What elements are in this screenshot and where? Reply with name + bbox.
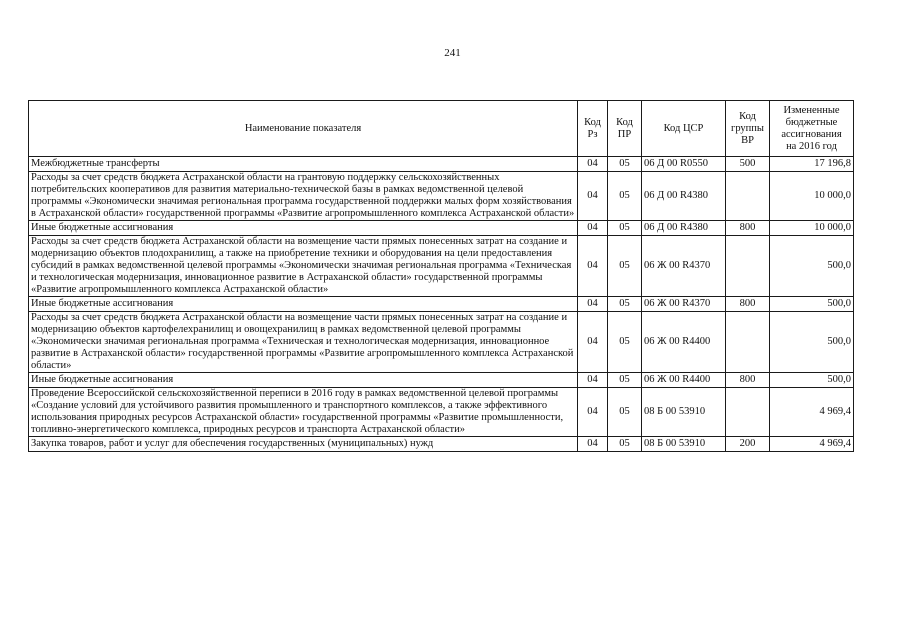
row-rz: 04 bbox=[578, 297, 608, 312]
header-csr: Код ЦСР bbox=[642, 101, 726, 157]
row-rz: 04 bbox=[578, 437, 608, 452]
row-amount: 4 969,4 bbox=[770, 388, 854, 437]
row-rz: 04 bbox=[578, 388, 608, 437]
table-row bbox=[29, 373, 854, 388]
header-pr: Код ПР bbox=[608, 101, 642, 157]
row-amount: 500,0 bbox=[770, 373, 854, 388]
row-csr: 06 Ж 00 R4370 bbox=[642, 297, 726, 312]
table-row bbox=[29, 388, 854, 437]
row-pr: 05 bbox=[608, 221, 642, 236]
table-row bbox=[29, 157, 854, 172]
row-csr: 06 Ж 00 R4400 bbox=[642, 312, 726, 373]
row-rz: 04 bbox=[578, 172, 608, 221]
row-pr: 05 bbox=[608, 236, 642, 297]
row-csr: 08 Б 00 53910 bbox=[642, 388, 726, 437]
row-vr bbox=[726, 312, 770, 373]
header-vr: Код группы ВР bbox=[726, 101, 770, 157]
row-name: Проведение Всероссийской сельскохозяйственной переписи в 2016 году в рамках ведомственной целевой программы «Создание условий для устойчивого развития промышленного и транспортного комплексов, а также эффективного использования природных ресурсов Астраханской области» государственной программы «Развитие промышленности, топливно-энергетического комплекса, природных ресурсов и транспорта Астраханской области» bbox=[29, 388, 578, 437]
row-rz: 04 bbox=[578, 236, 608, 297]
row-vr bbox=[726, 236, 770, 297]
page-number: 241 bbox=[444, 47, 461, 59]
row-pr: 05 bbox=[608, 437, 642, 452]
row-csr: 06 Д 00 R0550 bbox=[642, 157, 726, 172]
row-rz: 04 bbox=[578, 221, 608, 236]
row-rz: 04 bbox=[578, 312, 608, 373]
row-csr: 06 Ж 00 R4370 bbox=[642, 236, 726, 297]
header-rz: Код Рз bbox=[578, 101, 608, 157]
row-amount: 4 969,4 bbox=[770, 437, 854, 452]
row-pr: 05 bbox=[608, 312, 642, 373]
row-vr: 800 bbox=[726, 297, 770, 312]
row-name: Расходы за счет средств бюджета Астраханской области на грантовую поддержку сельскохозяйственных потребительских кооперативов для развития материально-технической базы в рамках ведомственной целевой программы «Экономически значимая региональная программа государственной поддержки малых форм хозяйствования в Астраханской области» государственной программы «Развитие агропромышленного комплекса Астраханской области» bbox=[29, 172, 578, 221]
row-csr: 08 Б 00 53910 bbox=[642, 437, 726, 452]
row-vr: 800 bbox=[726, 221, 770, 236]
row-csr: 06 Д 00 R4380 bbox=[642, 221, 726, 236]
row-vr: 500 bbox=[726, 157, 770, 172]
row-amount: 500,0 bbox=[770, 236, 854, 297]
row-pr: 05 bbox=[608, 157, 642, 172]
table-row bbox=[29, 236, 854, 297]
row-vr bbox=[726, 388, 770, 437]
row-amount: 10 000,0 bbox=[770, 172, 854, 221]
row-vr bbox=[726, 172, 770, 221]
row-csr: 06 Ж 00 R4400 bbox=[642, 373, 726, 388]
row-amount: 10 000,0 bbox=[770, 221, 854, 236]
row-pr: 05 bbox=[608, 388, 642, 437]
header-name: Наименование показателя bbox=[29, 101, 578, 157]
row-vr: 200 bbox=[726, 437, 770, 452]
row-vr: 800 bbox=[726, 373, 770, 388]
row-rz: 04 bbox=[578, 373, 608, 388]
row-name: Иные бюджетные ассигнования bbox=[29, 221, 578, 236]
table-row bbox=[29, 437, 854, 452]
table-row bbox=[29, 172, 854, 221]
row-name: Иные бюджетные ассигнования bbox=[29, 373, 578, 388]
header-row bbox=[29, 101, 854, 157]
row-amount: 500,0 bbox=[770, 297, 854, 312]
table-row bbox=[29, 221, 854, 236]
table-row bbox=[29, 297, 854, 312]
row-csr: 06 Д 00 R4380 bbox=[642, 172, 726, 221]
row-name: Закупка товаров, работ и услуг для обеспечения государственных (муниципальных) нужд bbox=[29, 437, 578, 452]
row-pr: 05 bbox=[608, 172, 642, 221]
budget-table bbox=[28, 100, 854, 452]
row-rz: 04 bbox=[578, 157, 608, 172]
row-amount: 500,0 bbox=[770, 312, 854, 373]
row-pr: 05 bbox=[608, 373, 642, 388]
row-pr: 05 bbox=[608, 297, 642, 312]
row-name: Межбюджетные трансферты bbox=[29, 157, 578, 172]
row-name: Расходы за счет средств бюджета Астраханской области на возмещение части прямых понесенных затрат на создание и модернизацию объектов плодохранилищ, а также на приобретение техники и оборудования на цели предоставления субсидий в рамках ведомственной целевой программы «Экономически значимая региональная программа «Техническая и технологическая модернизация, инновационное развитие в Астраханской области» государственной программы «Развитие агропромышленного комплекса Астраханской области» bbox=[29, 236, 578, 297]
header-amount: Измененные бюджетные ассигнования на 2016 год bbox=[770, 101, 854, 157]
row-name: Расходы за счет средств бюджета Астраханской области на возмещение части прямых понесенных затрат на создание и модернизацию объектов картофелехранилищ и овощехранилищ в рамках ведомственной целевой программы «Экономически значимая региональная программа «Техническая и технологическая модернизация, инновационное развитие в Астраханской области» государственной программы «Развитие агропромышленного комплекса Астраханской области» bbox=[29, 312, 578, 373]
row-name: Иные бюджетные ассигнования bbox=[29, 297, 578, 312]
row-amount: 17 196,8 bbox=[770, 157, 854, 172]
table-row bbox=[29, 312, 854, 373]
